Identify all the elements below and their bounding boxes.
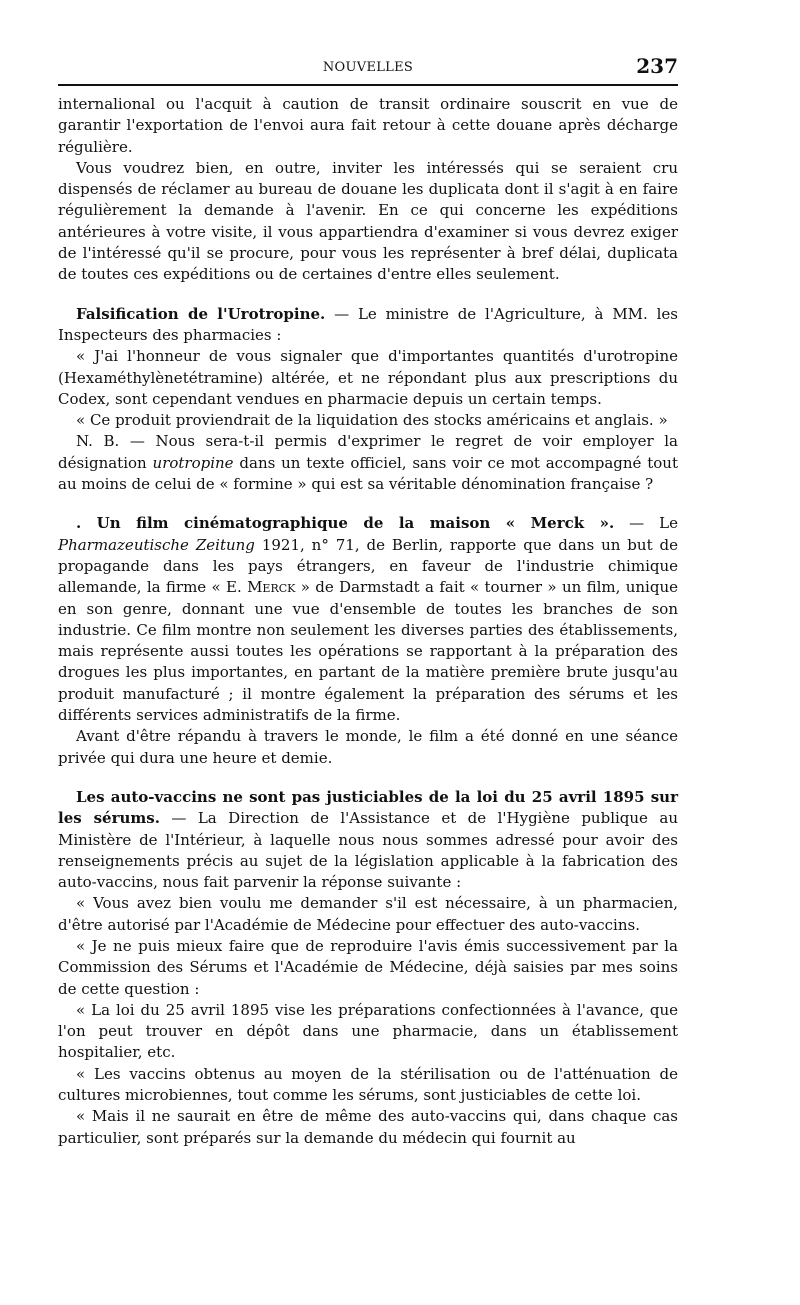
merck-firm-name: Merck — [247, 578, 296, 597]
quote-urotropine-2: « Ce produit proviendrait de la liquidation des stocks américains et anglais. » — [76, 411, 668, 430]
merck-text-a: — Le — [614, 514, 679, 533]
merck-paragraph-2: Avant d'être répandu à travers le monde, le film a été donné en une séance privée qui dura une heure et demie. — [58, 727, 678, 767]
paragraph-continuation: internalional ou l'acquit à caution de transit ordinaire souscrit en vue de garantir l'exportation de l'envoi aura fait retour à cette douane après décharge régulière. — [58, 95, 678, 156]
merck-journal-name: Pharmazeutische Zeitung — [58, 535, 255, 554]
auto-vaccins-quote-3: « La loi du 25 avril 1895 vise les préparations confectionnées à l'avance, que l'on peut trouver en dépôt dans une pharmacie, dans un établissement hospitalier, etc. — [58, 1000, 678, 1062]
section-merck-title: . Un film cinématographique de la maison « Merck ». — [76, 514, 615, 533]
quote-urotropine-1: « J'ai l'honneur de vous signaler que d'importantes quantités d'urotropine (Hexaméthylènetétramine) altérée, et ne répondant plus aux prescriptions du Codex, sont cependant vendues en pharmacie depuis un certain temps. — [58, 347, 678, 408]
header-rule — [58, 84, 678, 86]
auto-vaccins-quote-5: « Mais il ne saurait en être de même des auto-vaccins qui, dans chaque cas particulier, sont préparés sur la demande du médecin qui fournit au — [58, 1107, 678, 1147]
section-urotropine-title: Falsification de l'Urotropine. — [76, 304, 326, 323]
section-urotropine-intro: — Le ministre de l'Agriculture, à MM. les Inspecteurs des pharmacies : — [58, 304, 679, 344]
document-page — [58, 52, 678, 1149]
section-auto-vaccins — [58, 787, 678, 893]
section-urotropine — [58, 304, 678, 347]
note-text-a: N. B. — Nous sera-t-il permis d'exprimer le regret de voir employer la désignation — [58, 432, 678, 472]
auto-vaccins-quote-2: « Je ne puis mieux faire que de reproduire l'avis émis successivement par la Commission des Sérums et l'Académie de Médecine, déjà saisies par mes soins de cette question : — [58, 936, 678, 998]
auto-vaccins-intro: — La Direction de l'Assistance et de l'Hygiène publique au Ministère de l'Intérieur, à laquelle nous nous sommes adressé pour avoir des renseignements précis au sujet de la législation applicable à la fabrication des auto-vaccins, nous fait parvenir la réponse suivante : — [58, 809, 678, 892]
body-text — [58, 94, 678, 1149]
auto-vaccins-quote-4: « Les vaccins obtenus au moyen de la stérilisation ou de l'atténuation de cultures microbiennes, tout comme les sérums, sont justiciables de cette loi. — [58, 1064, 678, 1105]
merck-text-c: » de Darmstadt a fait « tourner » un film, unique en son genre, donnant une vue d'ensemble de toutes les branches de son industrie. Ce film montre non seulement les diverses parties des établissements, mais représente aussi toutes les opérations se rapportant à la préparation des drogues les plus importantes, en partant de la matière première brute jusqu'au produit manufacturé ; il montre également la préparation des sérums et les différents services administratifs de la firme. — [58, 578, 678, 725]
section-auto-vaccins-title: Les auto-vaccins ne sont pas justiciables de la loi du 25 avril 1895 sur les sérums. — [58, 787, 678, 828]
paragraph-customs: Vous voudrez bien, en outre, inviter les intéressés qui se seraient cru dispensés de réclamer au bureau de douane les duplicata dont il s'agit à en faire régulièrement la demande à l'avenir. En ce qui concerne les expéditions antérieures à votre visite, il vous appartiendra d'examiner si vous devrez exiger de l'intéressé qu'il se procure, pour vous les représenter à bref délai, duplicata de toutes ces expéditions ou de certaines d'entre elles seulement. — [58, 158, 678, 284]
note-urotropine — [58, 431, 678, 495]
note-italic-term: urotropine — [152, 453, 234, 472]
note-text-b: dans un texte officiel, sans voir ce mot accompagné tout au moins de celui de « formine » qui est sa véritable dénomination française ? — [58, 453, 678, 494]
merck-text-b: 1921, n° 71, de Berlin, rapporte que dans un but de propagande dans les pays étrangers, en faveur de l'industrie chimique allemande, la firme « E. — [58, 535, 678, 597]
running-title: NOUVELLES — [322, 60, 414, 75]
section-merck-film — [58, 513, 678, 726]
running-header — [58, 52, 678, 84]
auto-vaccins-quote-1: « Vous avez bien voulu me demander s'il est nécessaire, à un pharmacien, d'être autorisé par l'Académie de Médecine pour effectuer des auto-vaccins. — [58, 894, 678, 934]
page-number: 237 — [636, 54, 678, 78]
